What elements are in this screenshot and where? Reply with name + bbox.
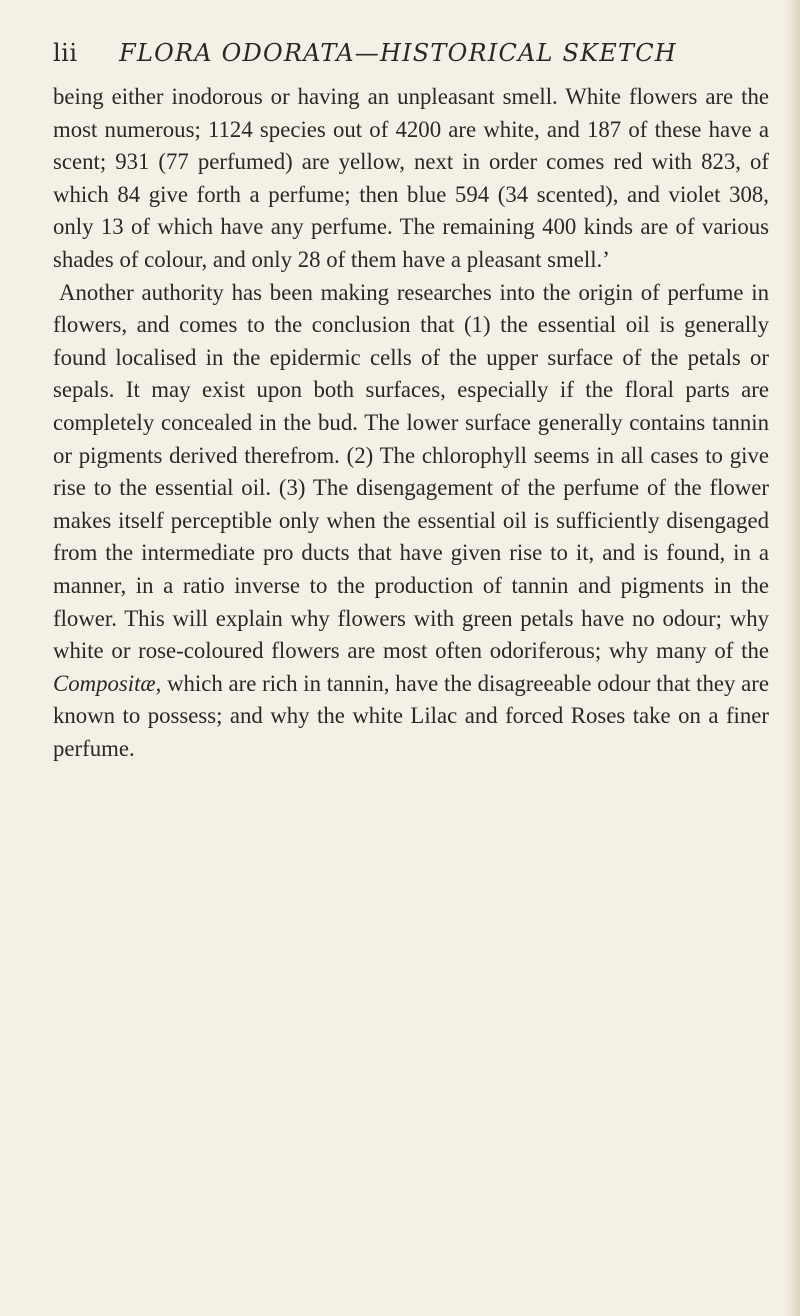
paragraph-2-text-start: Another authority has been making researches into the origin of perfume in flowers, and comes to the conclusion that (1) the essential oil is generally found localised in the epidermic cells of the upper surface of the petals or sepals. It may exist upon both surfaces, especially if the floral parts are completely concealed in the bud. The lower surface generally contains tannin or pigments derived therefrom. (2) The chlorophyll seems in all cases to give rise to the essential oil. (3) The disengagement of the perfume of the flower makes itself perceptible only when the essential oil is sufficiently disengaged from the intermediate pro ducts that have given rise to it, and is found, in a manner, in a ratio inverse to the production of tannin and pigments in the flower. This will explain why flowers with green petals have no odour; why white or rose-coloured flowers are most often odoriferous; why many of the (53, 279, 769, 664)
page-edge-shadow (784, 0, 800, 1316)
running-head (53, 36, 753, 70)
page-number: lii (53, 39, 78, 67)
running-title: FLORA ODORATA—HISTORICAL SKETCH (119, 39, 677, 67)
body-text (53, 81, 769, 765)
paragraph-2-text-end: , which are rich in tannin, have the disagreeable odour that they are known to possess; and why the white Lilac and forced Roses take on a finer perfume. (53, 670, 769, 761)
italic-term-compositae: Compositæ (53, 670, 156, 696)
paragraph-1: being either inodorous or having an unpleasant smell. White flowers are the most numerous; 1124 species out of 4200 are white, and 187 of these have a scent; 931 (77 perfumed) are yellow, next in order comes red with 823, of which 84 give forth a perfume; then blue 594 (34 scented), and violet 308, only 13 of which have any perfume. The remaining 400 kinds are of various shades of colour, and only 28 of them have a pleasant smell.’ (53, 84, 769, 272)
paragraph-2 (53, 277, 769, 766)
